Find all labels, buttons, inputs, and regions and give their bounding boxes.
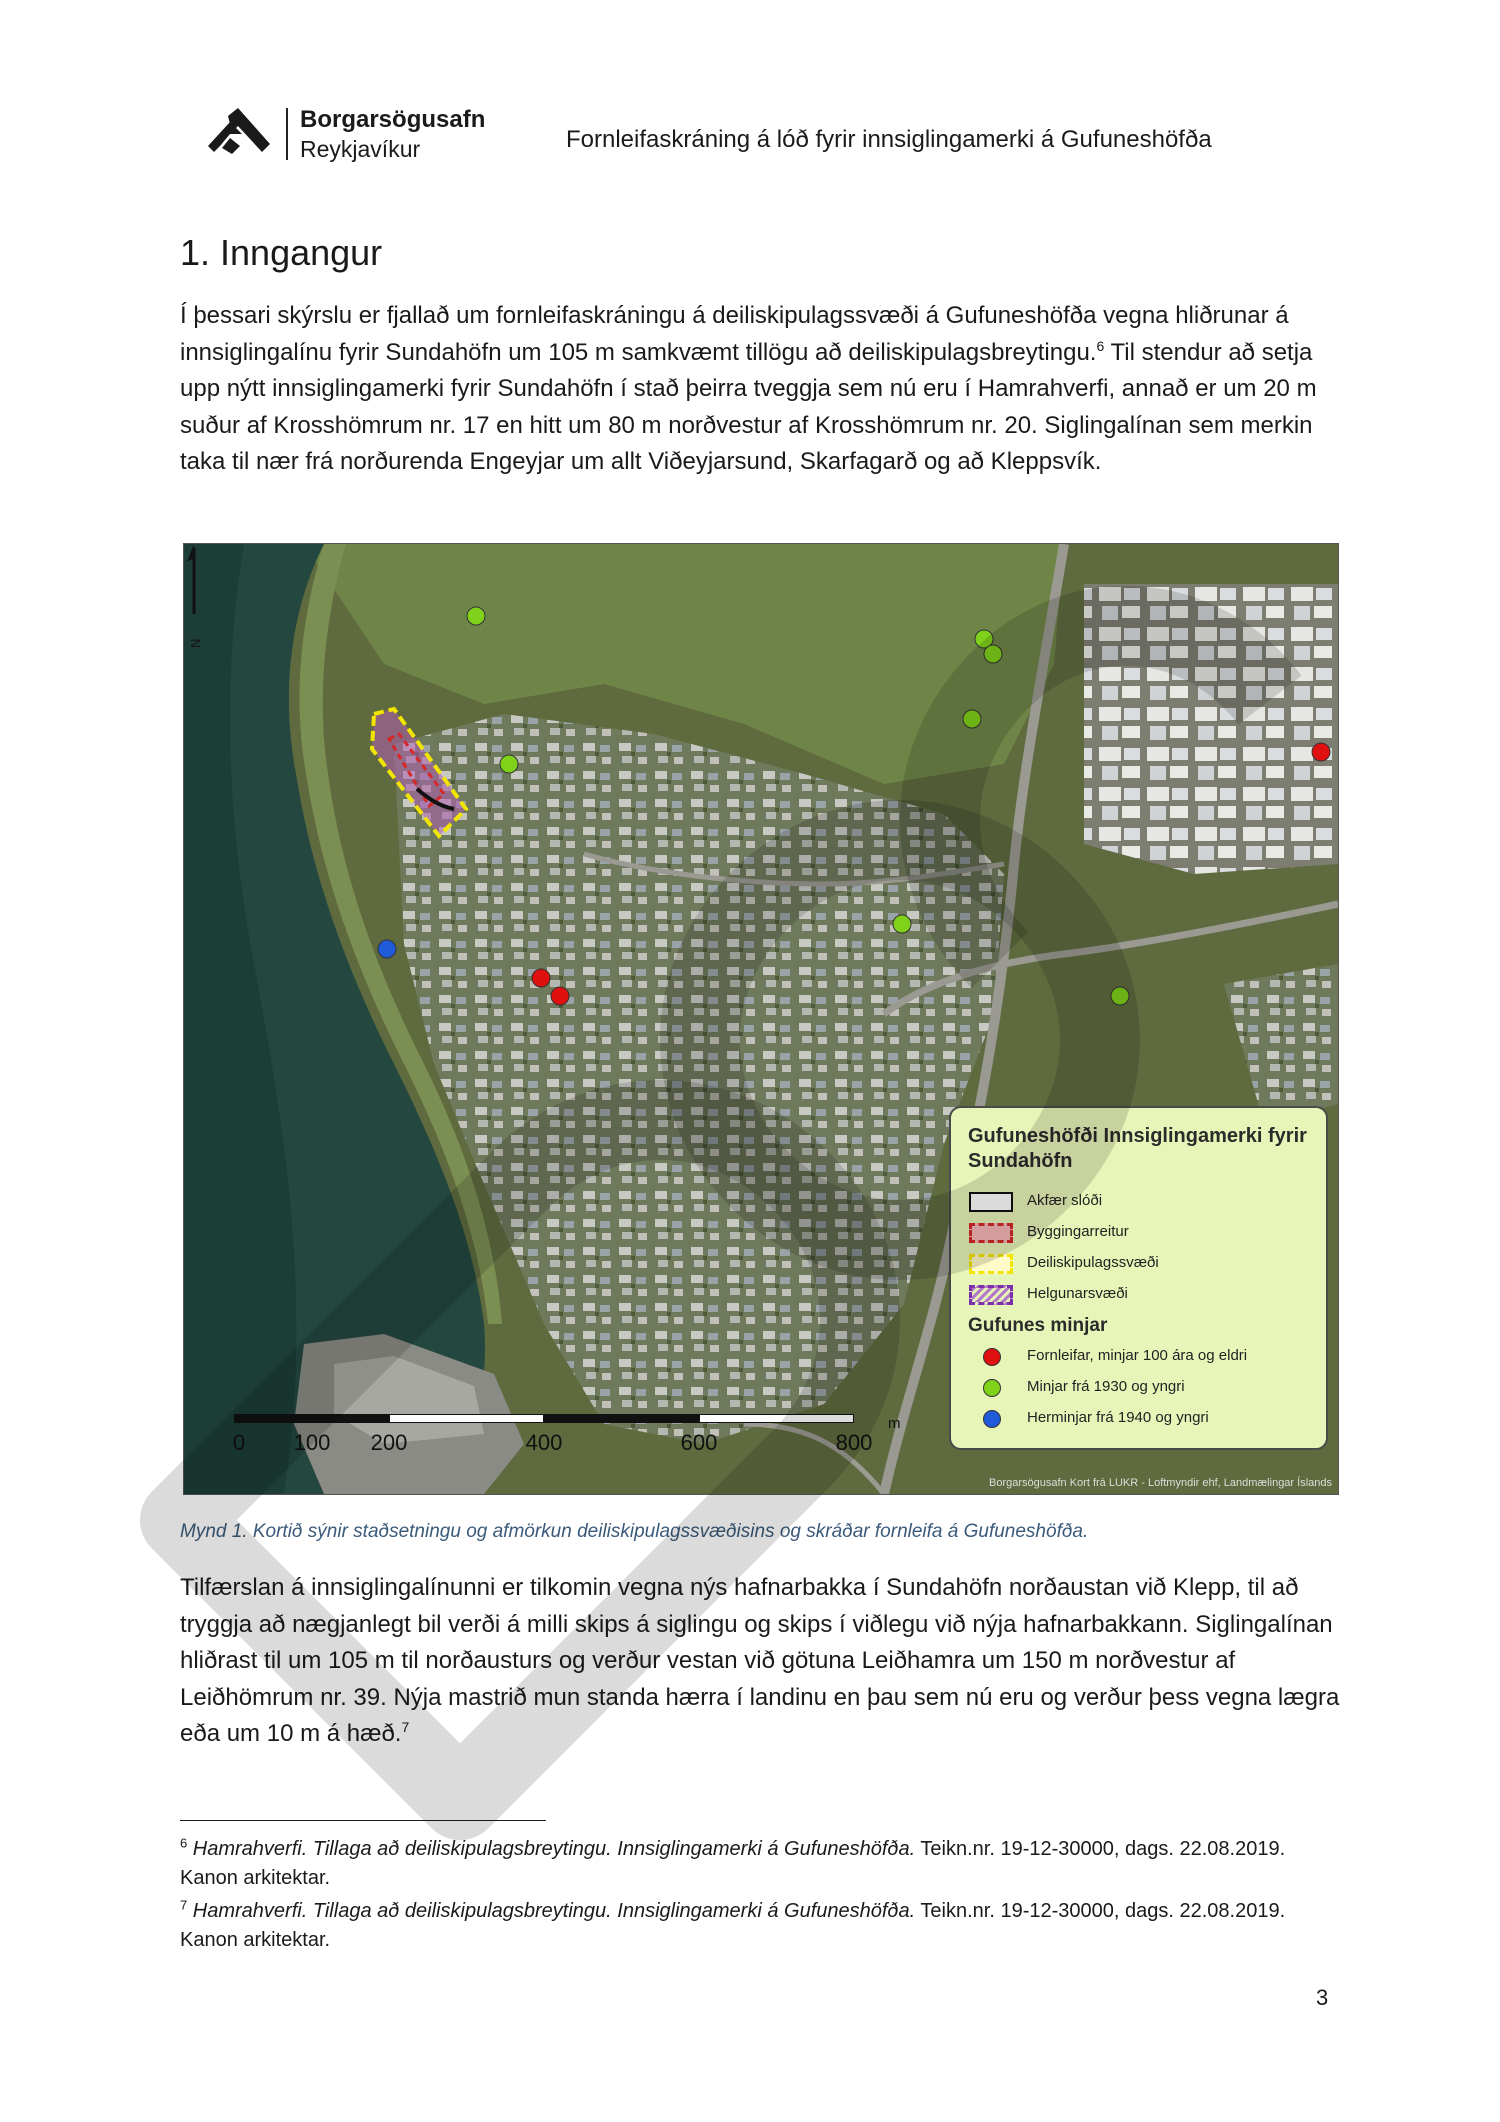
legend-symbol-red-dashed [969,1223,1013,1243]
legend-label: Herminjar frá 1940 og yngri [1027,1409,1209,1426]
green-dot-icon [983,1379,1001,1397]
logo-city: Reykjavíkur [300,136,421,162]
north-arrow-icon [184,544,204,654]
map-credit: Borgarsögusafn Kort frá LUKR - Loftmyndir ehf, Landmælingar Íslands [989,1477,1332,1489]
footnote-title: Hamrahverfi. Tillaga að deiliskipulagsbreytingu. Innsiglingamerki á Gufuneshöfða. [192,1838,916,1860]
north-label: N [188,638,203,648]
legend-label: Helgunarsvæði [1027,1285,1128,1302]
scale-segment-1 [234,1414,389,1423]
intro-text-a: Í þessari skýrslu er fjallað um fornleifaskráningu á deiliskipulagssvæði á Gufuneshöfða vegna hliðrunar á innsiglingalínu fyrir Sundahöfn um 105 m samkvæmt tillögu að deiliskipulagsbreytingu. [180,302,1289,366]
section-title: 1. Inngangur [180,232,383,273]
legend-point-minjar-1930 [969,1376,1319,1400]
second-text: Tilfærslan á innsiglingalínunni er tilkomin vegna nýs hafnarbakka í Sundahöfn norðaustan við Klepp, til að tryggja að nægjanlegt bil verði á milli skips á siglingu og skips í viðlegu við nýja hafnarbakkann. Siglingalínan hliðrast til um 105 m til norðausturs og verður vestan við götuna Leiðhamra um 150 m norðvestur af Leiðhömrum nr. 39. Nýja mastrið mun standa hærra í landinu en þau sem nú eru og verður þess vegna lægra eða um 10 m á hæð. [180,1574,1340,1747]
footnote-number: 6 [180,1835,188,1851]
legend-point-fornleifar [969,1345,1319,1369]
legend-label: Byggingarreitur [1027,1223,1129,1240]
map-figure [183,543,1339,1495]
footnote-7 [180,1897,1340,1955]
borgarsogusafn-logo [208,100,508,170]
second-paragraph [180,1570,1340,1753]
scale-segment-2 [389,1414,544,1423]
scale-label-100: 100 [293,1430,331,1455]
legend-symbol-purple-hatched [969,1285,1013,1305]
legend-symbol-solid-outline [969,1192,1013,1212]
legend-subtitle: Gufunes minjar [968,1315,1108,1336]
logo-name: Borgarsögusafn [300,106,486,133]
footnote-ref-6[interactable]: 6 [1096,337,1105,354]
footnote-title: Hamrahverfi. Tillaga að deiliskipulagsbreytingu. Innsiglingamerki á Gufuneshöfða. [192,1900,916,1922]
scale-label-400: 400 [525,1430,563,1455]
scale-segment-3 [544,1414,699,1423]
legend-item-helgunarsvaedi [969,1283,1319,1307]
legend-label: Deiliskipulagssvæði [1027,1254,1159,1271]
intro-text-b: Til stendur að setja upp nýtt innsiglingamerki fyrir Sundahöfn í stað þeirra tveggja sem nú eru í Hamrahverfi, annað er um 20 m suður af Krosshömrum nr. 17 en hitt um 80 m norðvestur af Krosshömrum nr. 20. Siglingalínan sem merkin taka til nær frá norðurenda Engeyjar um allt Viðeyjarsund, Skarfagarð og að Kleppsvík. [180,338,1317,475]
scale-unit: m [888,1415,901,1432]
red-dot-icon [983,1348,1001,1366]
scale-label-800: 800 [835,1430,873,1455]
legend-label: Akfær slóði [1027,1192,1103,1209]
figure-caption: Mynd 1. Kortið sýnir staðsetningu og afmörkun deiliskipulagssvæðisins og skráðar fornleifa á Gufuneshöfða. [180,1521,1089,1542]
footnote-separator [180,1820,546,1821]
page-number: 3 [1316,1985,1329,2010]
intro-paragraph [180,298,1340,481]
legend-point-herminjar [969,1407,1319,1431]
legend-title: Gufuneshöfði Innsiglingamerki fyrir Sundahöfn [968,1125,1307,1172]
footnote-rest: Teikn.nr. 19-12-30000, dags. 22.08.2019. Kanon arkitektar. [180,1838,1286,1889]
map-legend [949,1106,1328,1450]
blue-dot-icon [983,1410,1001,1428]
legend-label: Fornleifar, minjar 100 ára og eldri [1027,1347,1248,1364]
footnote-number: 7 [180,1897,188,1913]
footnote-rest: Teikn.nr. 19-12-30000, dags. 22.08.2019. Kanon arkitektar. [180,1900,1286,1951]
legend-item-akfaer-slodi [969,1190,1319,1214]
footnote-6 [180,1835,1340,1893]
scale-segment-4 [699,1414,854,1423]
legend-item-byggingarreitur [969,1221,1319,1245]
footnote-ref-7[interactable]: 7 [401,1719,410,1735]
legend-label: Minjar frá 1930 og yngri [1027,1378,1185,1395]
running-header-title: Fornleifaskráning á lóð fyrir innsiglingamerki á Gufuneshöfða [566,126,1212,153]
legend-item-deiliskipulagssvaedi [969,1252,1319,1276]
logo-mark-icon [208,108,270,160]
legend-symbol-yellow-dashed [969,1254,1013,1274]
logo-divider [286,108,288,160]
scale-label-600: 600 [680,1430,718,1455]
scale-label-0: 0 [232,1430,246,1455]
map-scale-bar [232,1414,873,1464]
scale-label-200: 200 [370,1430,408,1455]
